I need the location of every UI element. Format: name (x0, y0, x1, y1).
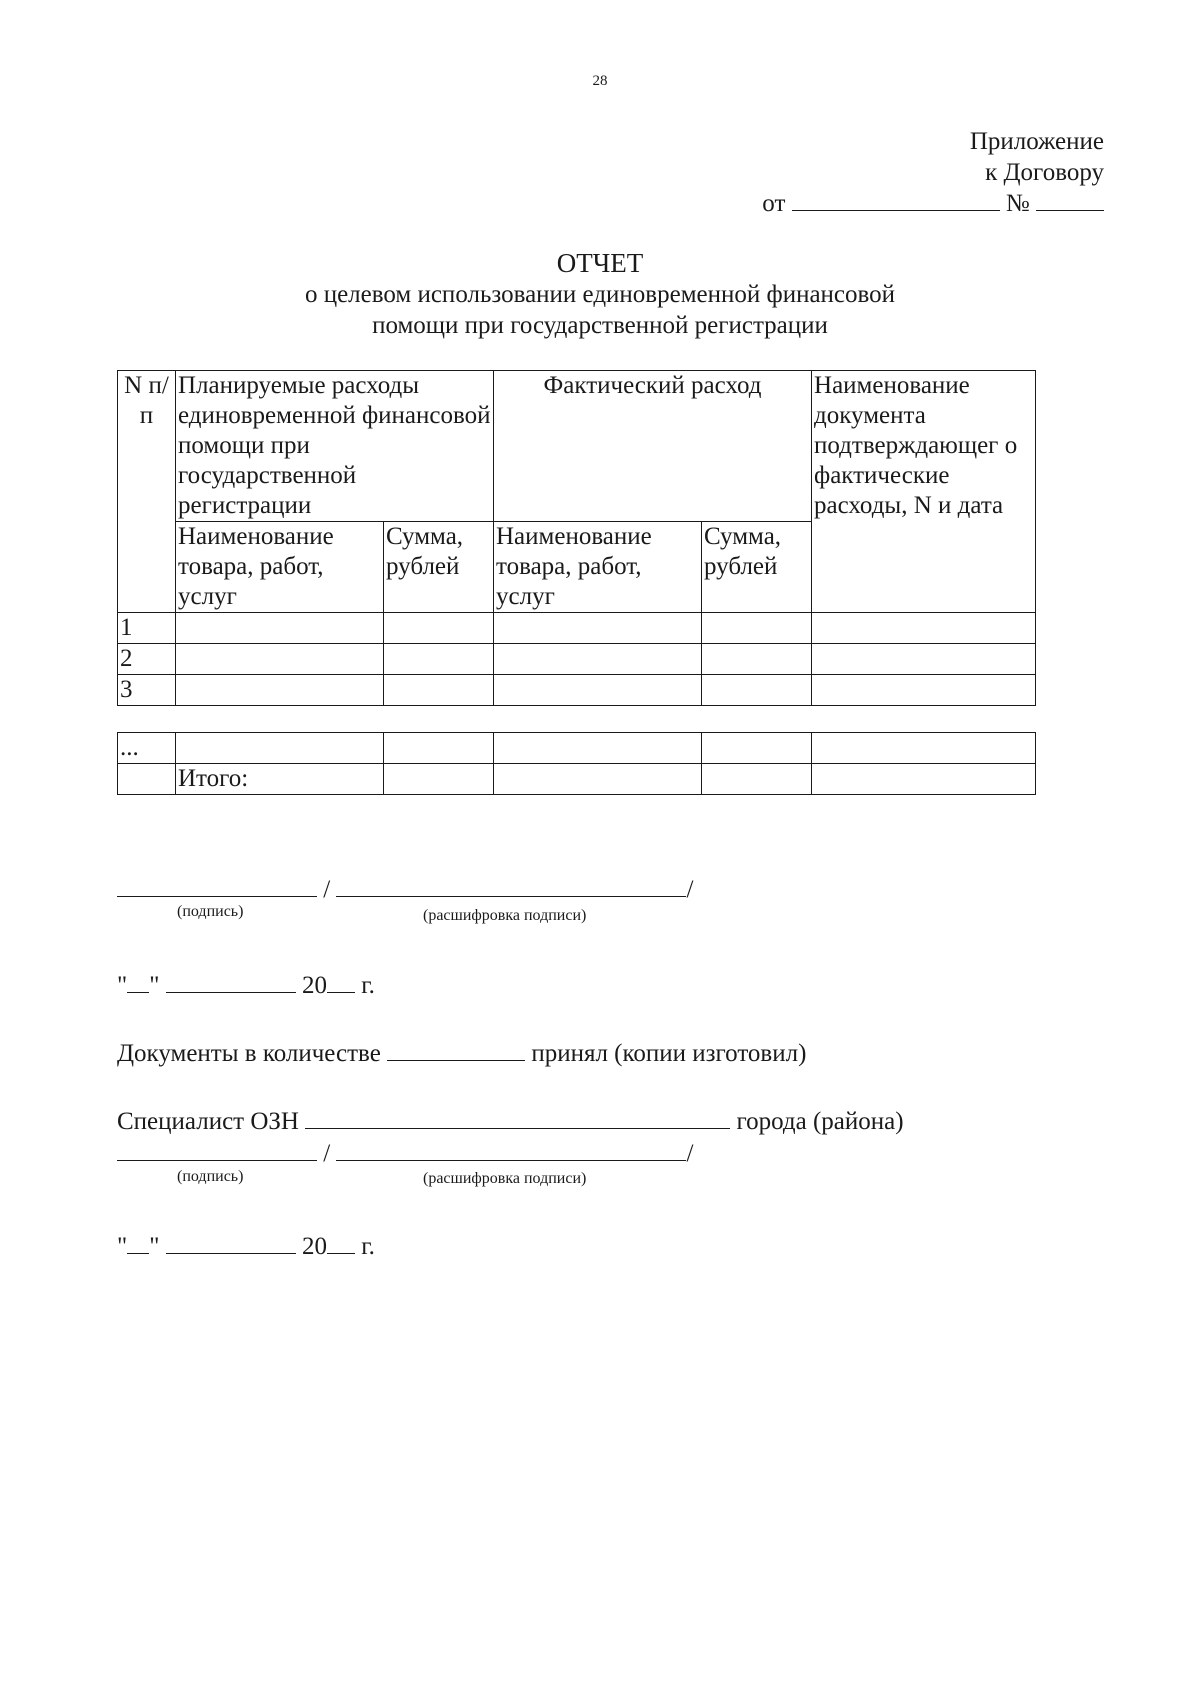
table-cell[interactable] (384, 644, 494, 675)
row-ellipsis: ... (118, 733, 176, 764)
header-actual-name: Наименование товара, работ, услуг (494, 522, 702, 613)
table-cell[interactable] (384, 613, 494, 644)
specialist-prefix: Специалист ОЗН (117, 1108, 299, 1135)
signature-caption: (подпись) (177, 1168, 244, 1185)
document-title (0, 248, 1200, 341)
day-blank[interactable] (127, 972, 149, 993)
table-row (118, 733, 1036, 764)
day-blank[interactable] (127, 1233, 149, 1254)
month-blank[interactable] (166, 972, 296, 993)
documents-suffix: принял (копии изготовил) (531, 1040, 807, 1067)
table-cell[interactable] (702, 764, 812, 795)
signature-caption: (подпись) (177, 903, 244, 920)
contract-number-blank (1036, 190, 1104, 211)
table-cell[interactable] (176, 644, 384, 675)
quote-open: " (117, 972, 128, 999)
year-blank[interactable] (327, 1233, 355, 1254)
header-document: Наименование документа подтверждающег о фактические расходы, N и дата (812, 371, 1036, 613)
year-suffix: г. (361, 972, 375, 999)
signature-decode-blank[interactable] (336, 1136, 686, 1161)
table-row (118, 644, 1036, 675)
table-cell[interactable] (384, 764, 494, 795)
table-row (118, 613, 1036, 644)
table-cell[interactable] (176, 733, 384, 764)
appendix-number-label: № (1005, 190, 1030, 217)
report-table (117, 370, 1036, 795)
table-cell[interactable] (176, 613, 384, 644)
appendix-contract-label: к Договору (985, 159, 1104, 186)
table-cell[interactable] (384, 733, 494, 764)
specialist-line (117, 1108, 904, 1136)
table-total-row (118, 764, 1036, 795)
signature-blank[interactable] (117, 872, 317, 897)
appendix-label: Приложение (969, 128, 1104, 155)
row-number: 1 (118, 613, 176, 644)
table-row (118, 675, 1036, 706)
header-num: N п/п (118, 371, 176, 613)
date-line-1 (117, 972, 375, 1000)
table-cell[interactable] (812, 733, 1036, 764)
table-gap (118, 706, 1036, 733)
documents-prefix: Документы в количестве (117, 1040, 381, 1067)
specialist-suffix: города (района) (736, 1108, 904, 1135)
table-cell[interactable] (494, 733, 702, 764)
header-actual: Фактический расход (494, 371, 812, 522)
year-blank[interactable] (327, 972, 355, 993)
header-planned-name: Наименование товара, работ, услуг (176, 522, 384, 613)
table-cell[interactable] (494, 675, 702, 706)
quote-open: " (117, 1233, 128, 1260)
specialist-blank[interactable] (305, 1108, 730, 1129)
page-number: 28 (592, 73, 608, 89)
title-line-2: о целевом использовании единовременной финансовой (304, 281, 896, 308)
signature-slash-end: / (686, 876, 694, 903)
header-planned-sum: Сумма, рублей (384, 522, 494, 613)
row-number: 2 (118, 644, 176, 675)
table-header-row-1 (118, 371, 1036, 522)
date-line-2 (117, 1233, 375, 1261)
table-cell[interactable] (812, 675, 1036, 706)
table-cell[interactable] (384, 675, 494, 706)
table-cell[interactable] (812, 764, 1036, 795)
appendix-header (762, 126, 1104, 219)
table-cell[interactable] (494, 764, 702, 795)
signature-line-2 (117, 1136, 693, 1168)
appendix-date-number-line (762, 188, 1104, 219)
table-cell[interactable] (702, 613, 812, 644)
table-cell[interactable] (702, 644, 812, 675)
contract-date-blank (792, 190, 1000, 211)
signature-decode-caption: (расшифровка подписи) (423, 907, 587, 924)
year-prefix: 20 (301, 1233, 327, 1260)
signature-decode-blank[interactable] (336, 872, 686, 897)
month-blank[interactable] (166, 1233, 296, 1254)
signature-slash: / (323, 876, 331, 903)
quote-close: " (149, 972, 160, 999)
title-main: ОТЧЕТ (556, 248, 644, 278)
signature-blank[interactable] (117, 1136, 317, 1161)
year-suffix: г. (361, 1233, 375, 1260)
table-cell[interactable] (702, 675, 812, 706)
quote-close: " (149, 1233, 160, 1260)
signature-line-1 (117, 872, 693, 904)
table-cell[interactable] (494, 644, 702, 675)
table-cell[interactable] (494, 613, 702, 644)
table-gap-cell (118, 706, 1036, 733)
header-planned: Планируемые расходы единовременной финансовой помощи при государственной регистрации (176, 371, 494, 522)
signature-decode-caption: (расшифровка подписи) (423, 1170, 587, 1187)
signature-slash: / (323, 1140, 331, 1167)
appendix-from-label: от (762, 190, 786, 217)
title-line-3: помощи при государственной регистрации (372, 312, 828, 339)
documents-count-blank[interactable] (387, 1040, 525, 1061)
row-number: 3 (118, 675, 176, 706)
year-prefix: 20 (301, 972, 327, 999)
header-actual-sum: Сумма, рублей (702, 522, 812, 613)
table-cell (118, 764, 176, 795)
table-cell[interactable] (176, 675, 384, 706)
table-cell[interactable] (812, 613, 1036, 644)
total-label: Итого: (176, 764, 384, 795)
table-cell[interactable] (812, 644, 1036, 675)
signature-slash-end: / (686, 1140, 694, 1167)
documents-line (117, 1040, 806, 1068)
table-cell[interactable] (702, 733, 812, 764)
